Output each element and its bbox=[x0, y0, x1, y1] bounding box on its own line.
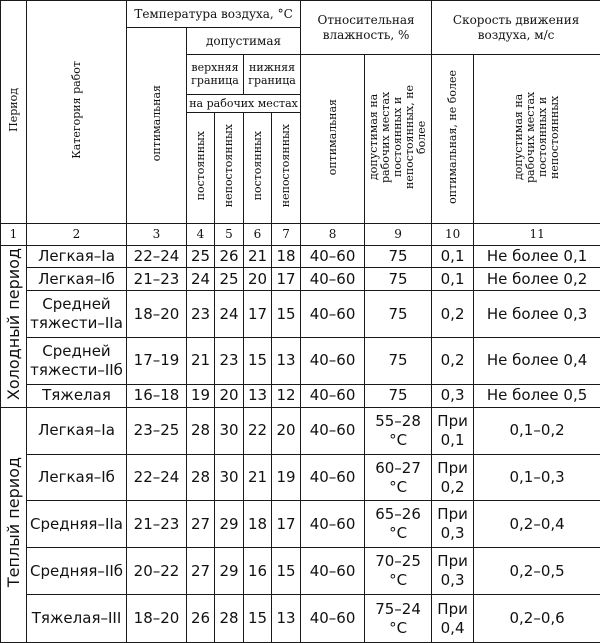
lower-permanent-cell: 15 bbox=[244, 338, 272, 385]
header-humidity-optimal: оптимальная bbox=[301, 55, 365, 224]
temp-optimal-cell: 18–20 bbox=[127, 595, 187, 643]
lower-permanent-cell: 22 bbox=[244, 407, 272, 454]
upper-non-permanent-cell: 26 bbox=[215, 245, 244, 268]
lower-permanent-cell: 16 bbox=[244, 548, 272, 595]
col-number: 3 bbox=[127, 223, 187, 245]
temp-optimal-cell: 17–19 bbox=[127, 338, 187, 385]
col-number: 10 bbox=[432, 223, 474, 245]
temp-optimal-cell: 22–24 bbox=[127, 245, 187, 268]
header-upper-limit: верхняя граница bbox=[187, 55, 244, 95]
upper-permanent-cell: 28 bbox=[187, 454, 215, 501]
table-row bbox=[1, 454, 600, 501]
col-number: 6 bbox=[244, 223, 272, 245]
velocity-optimal-cell: 0,3 bbox=[432, 384, 474, 407]
upper-non-permanent-cell: 25 bbox=[215, 268, 244, 291]
header-category: Категория работ bbox=[27, 1, 127, 224]
header-at-workplaces: на рабочих местах bbox=[187, 94, 301, 113]
lower-permanent-cell: 13 bbox=[244, 384, 272, 407]
temp-optimal-cell: 18–20 bbox=[127, 291, 187, 338]
upper-permanent-cell: 23 bbox=[187, 291, 215, 338]
temp-optimal-cell: 21–23 bbox=[127, 268, 187, 291]
humidity-permissible-cell: 70–25 °С bbox=[365, 548, 432, 595]
table-row bbox=[1, 548, 600, 595]
lower-permanent-cell: 20 bbox=[244, 268, 272, 291]
header-temp-optimal: оптимальная bbox=[127, 28, 187, 224]
humidity-optimal-cell: 40–60 bbox=[301, 501, 365, 548]
humidity-optimal-cell: 40–60 bbox=[301, 268, 365, 291]
category-cell: Тяжелая–III bbox=[27, 595, 127, 643]
upper-non-permanent-cell: 29 bbox=[215, 501, 244, 548]
velocity-permissible-cell: Не более 0,3 bbox=[474, 291, 600, 338]
humidity-permissible-cell: 75 bbox=[365, 268, 432, 291]
velocity-optimal-cell: 0,2 bbox=[432, 291, 474, 338]
header-velocity: Скорость движения воздуха, м/с bbox=[432, 1, 600, 55]
col-number: 4 bbox=[187, 223, 215, 245]
header-lower-permanent: постоянных bbox=[244, 113, 272, 223]
upper-permanent-cell: 19 bbox=[187, 384, 215, 407]
temp-optimal-cell: 23–25 bbox=[127, 407, 187, 454]
lower-non-permanent-cell: 13 bbox=[272, 338, 301, 385]
upper-non-permanent-cell: 29 bbox=[215, 548, 244, 595]
warm-period-section bbox=[1, 407, 600, 642]
upper-non-permanent-cell: 28 bbox=[215, 595, 244, 643]
category-cell: Средняя–IIб bbox=[27, 548, 127, 595]
velocity-permissible-cell: Не более 0,4 bbox=[474, 338, 600, 385]
humidity-optimal-cell: 40–60 bbox=[301, 595, 365, 643]
temp-optimal-cell: 22–24 bbox=[127, 454, 187, 501]
velocity-optimal-cell: 0,2 bbox=[432, 338, 474, 385]
upper-non-permanent-cell: 30 bbox=[215, 454, 244, 501]
velocity-optimal-cell: При 0,4 bbox=[432, 595, 474, 643]
category-cell: Легкая–Ia bbox=[27, 407, 127, 454]
lower-non-permanent-cell: 12 bbox=[272, 384, 301, 407]
category-cell: Легкая–Iб bbox=[27, 268, 127, 291]
column-number-row bbox=[1, 223, 600, 245]
table-row bbox=[1, 384, 600, 407]
lower-permanent-cell: 17 bbox=[244, 291, 272, 338]
upper-permanent-cell: 27 bbox=[187, 501, 215, 548]
table-row bbox=[1, 501, 600, 548]
table-row bbox=[1, 268, 600, 291]
humidity-permissible-cell: 60–27 °С bbox=[365, 454, 432, 501]
table-row bbox=[1, 291, 600, 338]
velocity-permissible-cell: 0,1–0,2 bbox=[474, 407, 600, 454]
table-row bbox=[1, 407, 600, 454]
upper-permanent-cell: 21 bbox=[187, 338, 215, 385]
header-upper-permanent: постоянных bbox=[187, 113, 215, 223]
col-number: 8 bbox=[301, 223, 365, 245]
lower-non-permanent-cell: 13 bbox=[272, 595, 301, 643]
table-row bbox=[1, 595, 600, 643]
category-cell: Средней тяжести–IIа bbox=[27, 291, 127, 338]
humidity-permissible-cell: 55–28 °С bbox=[365, 407, 432, 454]
header-lower-non-permanent: непостоянных bbox=[272, 113, 301, 223]
humidity-permissible-cell: 75 bbox=[365, 291, 432, 338]
velocity-permissible-cell: 0,2–0,4 bbox=[474, 501, 600, 548]
temp-optimal-cell: 20–22 bbox=[127, 548, 187, 595]
category-cell: Средней тяжести–IIб bbox=[27, 338, 127, 385]
upper-permanent-cell: 24 bbox=[187, 268, 215, 291]
header-upper-non-permanent: непостоянных bbox=[215, 113, 244, 223]
velocity-optimal-cell: 0,1 bbox=[432, 268, 474, 291]
header-velocity-optimal: оптимальная, не более bbox=[432, 55, 474, 224]
velocity-permissible-cell: Не более 0,2 bbox=[474, 268, 600, 291]
table-row bbox=[1, 245, 600, 268]
velocity-optimal-cell: При 0,1 bbox=[432, 407, 474, 454]
period-label: Холодный период bbox=[1, 245, 27, 407]
col-number: 9 bbox=[365, 223, 432, 245]
velocity-permissible-cell: Не более 0,1 bbox=[474, 245, 600, 268]
temp-optimal-cell: 16–18 bbox=[127, 384, 187, 407]
humidity-permissible-cell: 75 bbox=[365, 338, 432, 385]
velocity-permissible-cell: 0,2–0,6 bbox=[474, 595, 600, 643]
category-cell: Легкая–Ia bbox=[27, 245, 127, 268]
lower-non-permanent-cell: 18 bbox=[272, 245, 301, 268]
upper-non-permanent-cell: 30 bbox=[215, 407, 244, 454]
lower-non-permanent-cell: 15 bbox=[272, 291, 301, 338]
category-cell: Легкая–Iб bbox=[27, 454, 127, 501]
velocity-permissible-cell: 0,2–0,5 bbox=[474, 548, 600, 595]
humidity-permissible-cell: 75–24 °С bbox=[365, 595, 432, 643]
header-humidity: Относительная влажность, % bbox=[301, 1, 432, 55]
header-velocity-permissible: допустимая на рабочих местах постоянных и непостоянных bbox=[474, 55, 600, 224]
lower-non-permanent-cell: 19 bbox=[272, 454, 301, 501]
upper-permanent-cell: 26 bbox=[187, 595, 215, 643]
cold-period-section bbox=[1, 245, 600, 407]
col-number: 7 bbox=[272, 223, 301, 245]
lower-non-permanent-cell: 17 bbox=[272, 268, 301, 291]
col-number: 1 bbox=[1, 223, 27, 245]
lower-non-permanent-cell: 17 bbox=[272, 501, 301, 548]
lower-permanent-cell: 21 bbox=[244, 454, 272, 501]
header-temperature: Температура воздуха, °С bbox=[127, 1, 301, 28]
velocity-optimal-cell: При 0,3 bbox=[432, 548, 474, 595]
lower-non-permanent-cell: 15 bbox=[272, 548, 301, 595]
temp-optimal-cell: 21–23 bbox=[127, 501, 187, 548]
col-number: 5 bbox=[215, 223, 244, 245]
humidity-optimal-cell: 40–60 bbox=[301, 384, 365, 407]
humidity-optimal-cell: 40–60 bbox=[301, 291, 365, 338]
upper-permanent-cell: 27 bbox=[187, 548, 215, 595]
period-label: Теплый период bbox=[1, 407, 27, 642]
velocity-optimal-cell: При 0,3 bbox=[432, 501, 474, 548]
velocity-permissible-cell: 0,1–0,3 bbox=[474, 454, 600, 501]
table-row bbox=[1, 338, 600, 385]
humidity-optimal-cell: 40–60 bbox=[301, 407, 365, 454]
upper-permanent-cell: 25 bbox=[187, 245, 215, 268]
humidity-optimal-cell: 40–60 bbox=[301, 454, 365, 501]
humidity-optimal-cell: 40–60 bbox=[301, 548, 365, 595]
velocity-optimal-cell: При 0,2 bbox=[432, 454, 474, 501]
humidity-permissible-cell: 75 bbox=[365, 384, 432, 407]
velocity-permissible-cell: Не более 0,5 bbox=[474, 384, 600, 407]
upper-non-permanent-cell: 24 bbox=[215, 291, 244, 338]
header-temp-permissible: допустимая bbox=[187, 28, 301, 55]
humidity-optimal-cell: 40–60 bbox=[301, 338, 365, 385]
col-number: 2 bbox=[27, 223, 127, 245]
category-cell: Средняя–IIа bbox=[27, 501, 127, 548]
header-period: Период bbox=[1, 1, 27, 224]
humidity-permissible-cell: 75 bbox=[365, 245, 432, 268]
lower-permanent-cell: 15 bbox=[244, 595, 272, 643]
lower-non-permanent-cell: 20 bbox=[272, 407, 301, 454]
header-humidity-permissible: допустимая на рабочих местах постоянных и непостоянных, не более bbox=[365, 55, 432, 224]
header-lower-limit: нижняя граница bbox=[244, 55, 301, 95]
lower-permanent-cell: 18 bbox=[244, 501, 272, 548]
lower-permanent-cell: 21 bbox=[244, 245, 272, 268]
col-number: 11 bbox=[474, 223, 600, 245]
category-cell: Тяжелая bbox=[27, 384, 127, 407]
velocity-optimal-cell: 0,1 bbox=[432, 245, 474, 268]
upper-non-permanent-cell: 23 bbox=[215, 338, 244, 385]
humidity-permissible-cell: 65–26 °С bbox=[365, 501, 432, 548]
upper-permanent-cell: 28 bbox=[187, 407, 215, 454]
upper-non-permanent-cell: 20 bbox=[215, 384, 244, 407]
humidity-optimal-cell: 40–60 bbox=[301, 245, 365, 268]
